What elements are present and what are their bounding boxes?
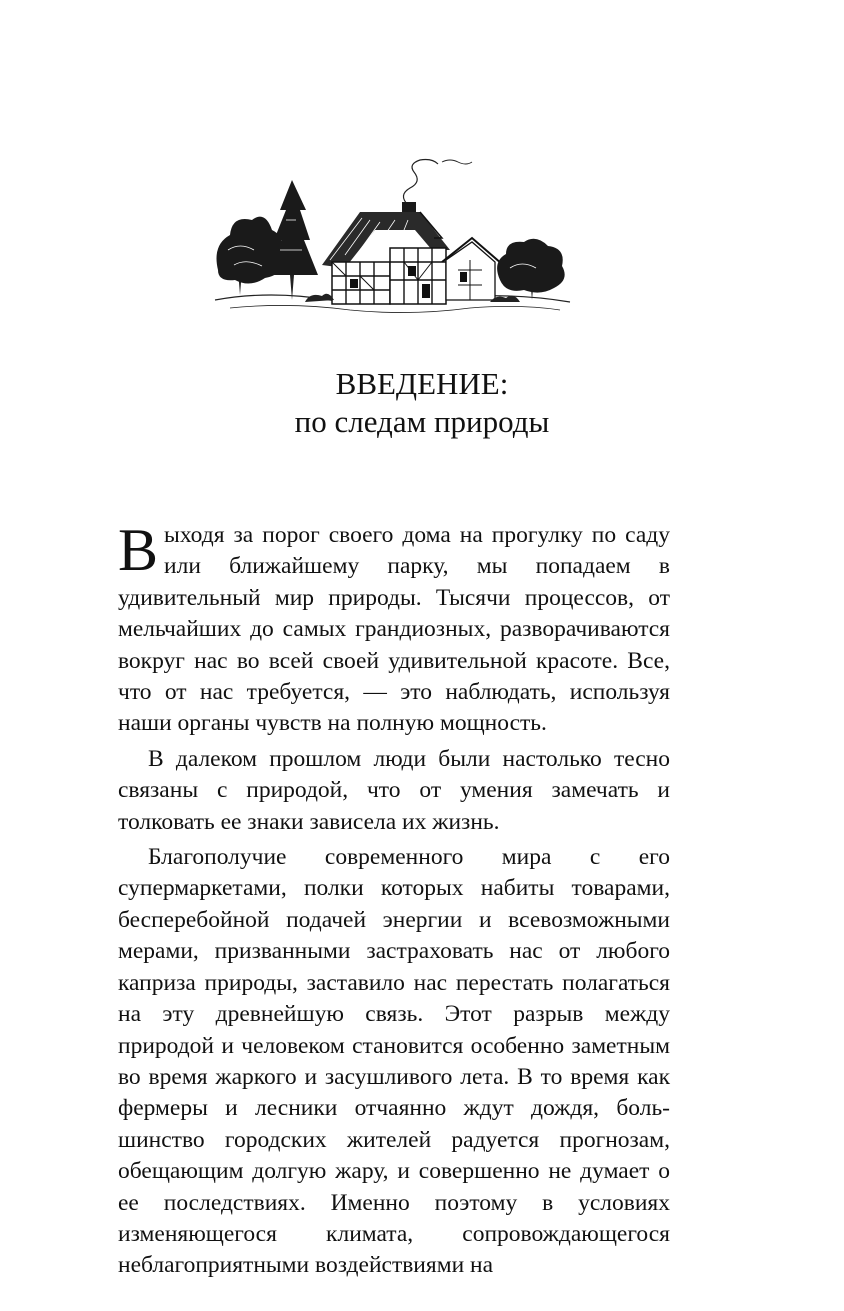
- drop-cap: В: [118, 517, 159, 583]
- paragraph-1-text: ыходя за порог своего дома на прогулку по саду или ближайшему парку, мы попадаем в удивительный мир природы. Тысячи процессов, от мельчайших до самых грандиозных, разворачиваются вокруг нас во всей своей удивительной красоте. Все, что от нас требуется, — это наблюдать, используя наши органы чувств на полную мощность.: [118, 522, 670, 737]
- left-tree-icon: [217, 217, 283, 295]
- conifer-tree-icon: [268, 180, 318, 300]
- right-tree-icon: [497, 239, 565, 300]
- paragraph-1: [118, 517, 670, 740]
- chapter-subtitle: по следам природы: [294, 404, 550, 439]
- paragraph-3: Благополучие современного мира с его супермаркетами, полки которых набиты товарами, бесперебойной подачей энергии и всевозможными мерами, призванными застраховать нас от любого каприза природы, заставило нас перестать полагаться на эту древнейшую связь. Этот разрыв между природой и человеком становится особенно заметным во время жаркого и засушливого лета. В то время как фермеры и лесники отчаянно ждут дождя, большинство городских жителей радуется прогнозам, обещающим долгую жару, и совершенно не думает о ее последствиях. Именно поэтому в условиях изменяющегося климата, сопровождающегося неблагоприятными воздействиями на: [118, 844, 670, 1279]
- chapter-title: ВВЕДЕНИЕ:: [335, 366, 509, 401]
- cottage-illustration: [210, 150, 575, 330]
- chapter-heading: [0, 365, 844, 441]
- paragraph-2: В далеком прошлом люди были настолько тесно связаны с природой, что от умения замечать и толковать ее знаки зависела их жизнь.: [118, 745, 670, 835]
- house-icon: [322, 160, 502, 305]
- body-text: [118, 517, 670, 1282]
